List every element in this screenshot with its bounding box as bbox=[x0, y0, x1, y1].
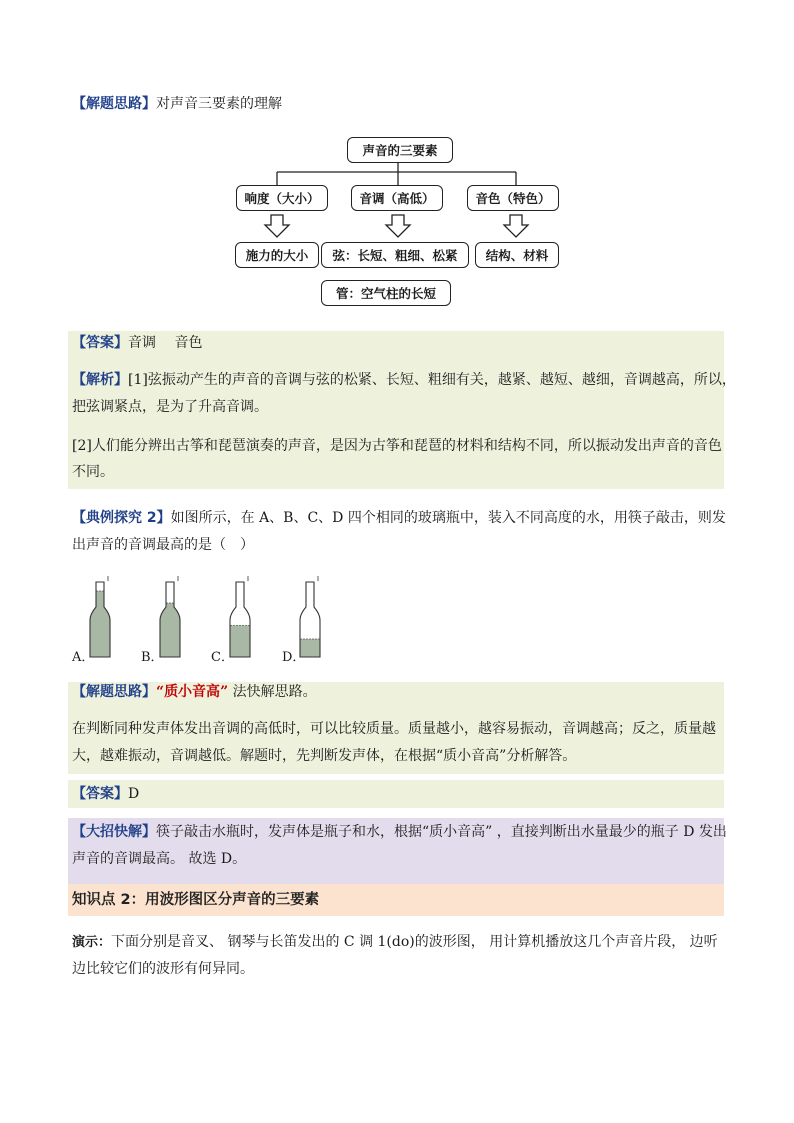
diagram-loudness: 响度（大小） bbox=[236, 185, 328, 211]
analysis-line-4: 不同。 bbox=[72, 464, 114, 480]
bottle-d bbox=[298, 576, 322, 657]
option-a-label: A． bbox=[72, 650, 95, 665]
demo-tag: 演示： bbox=[72, 935, 112, 950]
thinking-2-line-1 bbox=[72, 681, 722, 703]
answer-1 bbox=[72, 332, 722, 354]
answer-2 bbox=[72, 783, 722, 805]
diagram-loudness-factor: 施力的大小 bbox=[235, 242, 319, 268]
analysis-text-1: [1]弦振动产生的声音的音调与弦的松紧、长短、粗细有关，越紧、越短、越细，音调越高，所以， bbox=[128, 372, 736, 388]
highlight-term: 质小音高 bbox=[164, 684, 221, 700]
answer-2-text: D bbox=[128, 786, 140, 802]
thinking-tag: 【解题思路】 bbox=[72, 96, 156, 112]
trick-line-2: 声音的音调最高。 故选 D。 bbox=[72, 851, 247, 867]
example-2-line-1 bbox=[72, 507, 726, 529]
analysis-line-2: 把弦调紧点，是为了升高音调。 bbox=[72, 399, 268, 415]
example-tag: 【典例探究 2】 bbox=[72, 510, 171, 526]
demo-text-1: 下面分别是音叉、 钢琴与长笛发出的 C 调 1(do)的波形图， 用计算机播放这几个声音片段， 边听 bbox=[111, 934, 718, 950]
example-2-line-2: 出声音的音调最高的是（ ） bbox=[72, 537, 254, 553]
diagram-timbre: 音色（特色） bbox=[467, 185, 559, 211]
thinking-text: 对声音三要素的理解 bbox=[156, 96, 282, 112]
answer-tag: 【答案】 bbox=[72, 335, 128, 351]
option-c-label: C． bbox=[211, 650, 234, 665]
option-b-label: B． bbox=[141, 650, 164, 665]
quote-open: “ bbox=[156, 684, 165, 700]
trick-text-1: 筷子敲击水瓶时，发声体是瓶子和水，根据“质小音高” ，直接判断出水量最少的瓶子 D 发出 bbox=[156, 824, 727, 840]
trick-line-1 bbox=[72, 821, 727, 843]
analysis-tag: 【解析】 bbox=[72, 372, 128, 388]
bottles-svg bbox=[60, 572, 360, 667]
bottle-b bbox=[158, 576, 182, 657]
knowledge-title: 知识点 2：用波形图区分声音的三要素 bbox=[72, 892, 320, 908]
trick-tag: 【大招快解】 bbox=[72, 824, 156, 840]
diagram-pitch-pipe: 管：空气柱的长短 bbox=[321, 280, 451, 306]
analysis-line-1 bbox=[72, 369, 736, 391]
diagram-root: 声音的三要素 bbox=[347, 137, 453, 163]
diagram-timbre-factor: 结构、材料 bbox=[475, 242, 559, 268]
bottle-a bbox=[88, 576, 112, 657]
quote-close: ” bbox=[220, 684, 229, 700]
answer-text: 音调 音色 bbox=[128, 335, 203, 351]
option-d-label: D． bbox=[282, 650, 306, 665]
thinking-2-rest: 法快解思路。 bbox=[228, 684, 317, 700]
demo-line-2: 边比较它们的波形有何异同。 bbox=[72, 961, 254, 977]
thinking-2-tag: 【解题思路】 bbox=[72, 684, 156, 700]
thinking-2-line-3: 大，越难振动，音调越低。解题时，先判断发声体，在根据“质小音高”分析解答。 bbox=[72, 748, 577, 764]
demo-line-1 bbox=[72, 931, 722, 954]
example-text-1: 如图所示，在 A、B、C、D 四个相同的玻璃瓶中，装入不同高度的水，用筷子敲击，则发 bbox=[170, 510, 726, 526]
answer-2-tag: 【答案】 bbox=[72, 786, 128, 802]
thinking-2-line-2: 在判断同种发声体发出音调的高低时，可以比较质量。质量越小，越容易振动，音调越高；反之，质量越 bbox=[72, 721, 716, 737]
diagram-pitch: 音调（高低） bbox=[351, 185, 443, 211]
bottle-c bbox=[228, 576, 252, 657]
analysis-line-3: [2]人们能分辨出古筝和琵琶演奏的声音，是因为古筝和琵琶的材料和结构不同，所以振动发出声音的音色 bbox=[72, 438, 722, 454]
diagram-pitch-string: 弦：长短、粗细、松紧 bbox=[321, 242, 469, 268]
